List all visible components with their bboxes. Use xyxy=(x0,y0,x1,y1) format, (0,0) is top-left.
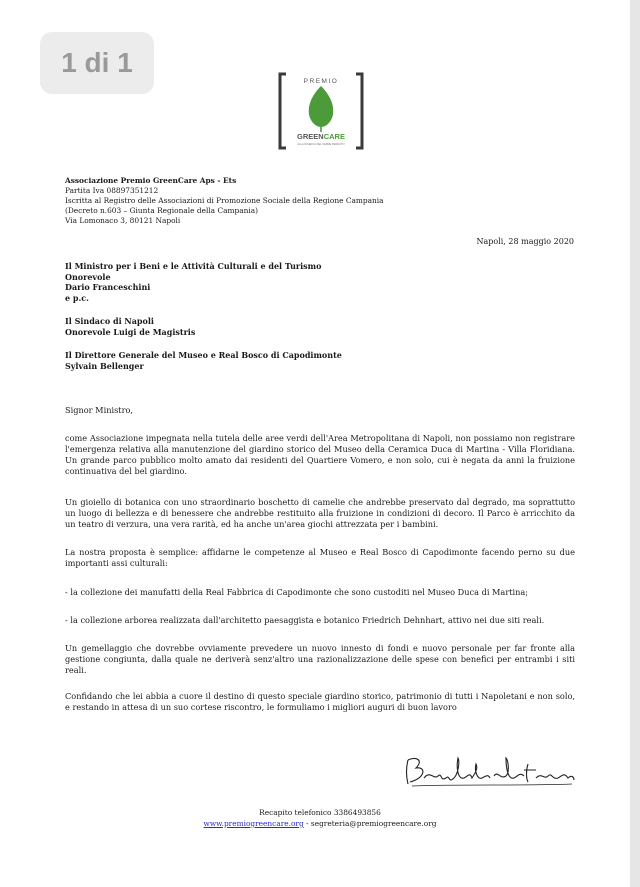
leaf-icon xyxy=(309,86,333,127)
footer-separator: - xyxy=(303,819,311,828)
salutation: Signor Ministro, xyxy=(65,405,134,415)
recipient-block-minister xyxy=(65,261,321,303)
paragraph: Un gioiello di botanica con uno straordinario boschetto di camelie che andrebbe preservato dal degrado, ma soprattutto un luogo di bellezza e di benessere che andrebbe restituito alla fruizione in condizioni di decoro. Il Parco è arricchito da un teatro di verzura, una vera rarità, ed ha anche un'area giochi attrezzata per i bambini. xyxy=(65,497,575,529)
logo-green-text: GREEN xyxy=(297,132,324,141)
paragraph: - la collezione dei manufatti della Real Fabbrica di Capodimonte che sono custoditi nel Museo Duca di Martina; xyxy=(65,587,529,597)
sender-line: (Decreto n.603 – Giunta Regionale della Campania) xyxy=(65,206,259,215)
page-indicator: 1 di 1 xyxy=(40,32,154,94)
recipient-line: Il Ministro per i Beni e le Attività Culturali e del Turismo xyxy=(65,261,322,271)
sender-name: Associazione Premio GreenCare Aps - Ets xyxy=(65,176,237,185)
paragraph: come Associazione impegnata nella tutela delle aree verdi dell'Area Metropolitana di Napoli, non possiamo non registrare l'emergenza relativa alla manutenzione del giardino storico del Museo della Ceramica Duca di Martina - Villa Floridiana. Un grande parco pubblico molto amato dai residenti del Quartiere Vomero, e non solo, cui è negata da anni la fruizione continuativa del bel giardino. xyxy=(65,433,575,476)
greencare-logo xyxy=(276,66,366,156)
handwritten-signature xyxy=(402,750,578,790)
recipient-line: Onorevole Luigi de Magistris xyxy=(65,326,196,337)
recipient-block-mayor xyxy=(65,316,195,337)
sender-line: Iscritta al Registro delle Associazioni di Promozione Sociale della Regione Campania xyxy=(65,196,384,205)
paragraph: La nostra proposta è semplice: affidarne le competenze al Museo e Real Bosco di Capodimonte facendo perno su due importanti assi culturali: xyxy=(65,547,575,568)
sender-block xyxy=(65,176,384,226)
svg-text:GREENCARE xyxy=(297,132,345,141)
letter-date: Napoli, 28 maggio 2020 xyxy=(476,237,574,246)
recipient-line: Il Sindaco di Napoli xyxy=(65,316,154,326)
recipient-line: Onorevole xyxy=(65,271,111,282)
sender-line: Via Lomonaco 3, 80121 Napoli xyxy=(65,216,181,225)
recipient-line: Dario Franceschini xyxy=(65,282,151,292)
scrollbar-track xyxy=(630,0,640,887)
logo-care-text: CARE xyxy=(323,132,345,141)
footer-contacts xyxy=(0,819,640,828)
paragraph: - la collezione arborea realizzata dall'architetto paesaggista e botanico Friedrich Dehnhart, attivo nei due siti reali. xyxy=(65,615,545,625)
website-link[interactable]: www.premiogreencare.org xyxy=(203,819,304,828)
paragraph: Confidando che lei abbia a cuore il destino di questo speciale giardino storico, patrimonio di tutti i Napoletani e non solo, e restando in attesa di un suo cortese riscontro, le formuliamo i migliori auguri di buon lavoro xyxy=(65,691,575,712)
email-address: segreteria@premiogreencare.org xyxy=(310,819,437,828)
paragraph: Un gemellaggio che dovrebbe ovviamente prevedere un nuovo innesto di fondi e nuovo personale per far fronte alla gestione congiunta, dalla quale ne deriverà senz'altro una razionalizzazione delle spese con benefici per entrambi i siti reali. xyxy=(65,643,575,675)
recipient-block-director xyxy=(65,350,342,371)
logo-premio-text: PREMIO xyxy=(303,78,339,85)
recipient-line: e p.c. xyxy=(65,292,89,303)
sender-line: Partita Iva 08897351212 xyxy=(65,186,159,195)
recipient-line: Il Direttore Generale del Museo e Real Bosco di Capodimonte xyxy=(65,350,342,360)
footer-phone: Recapito telefonico 3386493856 xyxy=(259,808,381,817)
logo-tagline: ALLA RICERCA DEL VERDE PERDUTO xyxy=(297,143,345,146)
recipient-line: Sylvain Bellenger xyxy=(65,360,144,371)
